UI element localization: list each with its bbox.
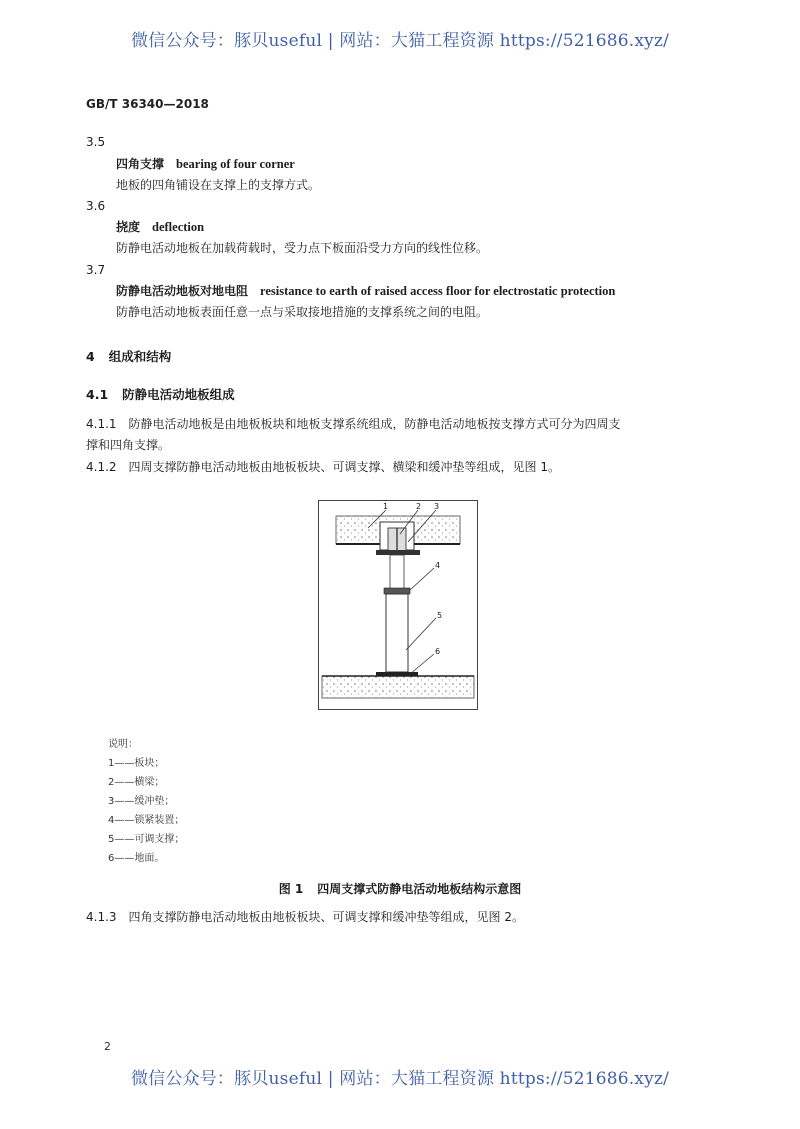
locking-nut	[384, 588, 410, 594]
figure-number: 图 1	[278, 882, 304, 896]
legend-item: 2——横梁；	[108, 777, 165, 788]
def-term-cn: 挠度	[116, 220, 141, 234]
callout-label: 3	[434, 502, 440, 511]
def-term-en: bearing of four corner	[176, 157, 295, 171]
pedestal-head	[376, 550, 420, 555]
def-term-en: deflection	[152, 220, 205, 234]
def-term-cn: 防静电活动地板对地电阻	[116, 284, 249, 298]
figure-caption	[0, 880, 800, 897]
figure-title: 四周支撑式防静电活动地板结构示意图	[317, 882, 522, 896]
def-number: 3.5	[86, 135, 106, 149]
legend-item: 5——可调支撑；	[108, 834, 185, 845]
clause-text: 四角支撑防静电活动地板由地板板块、可调支撑和缓冲垫等组成，见图 2。	[128, 910, 524, 924]
def-term-cn: 四角支撑	[116, 157, 165, 171]
def-term	[116, 156, 295, 172]
legend-title: 说明：	[108, 739, 138, 750]
paragraph-4-1-2	[86, 457, 714, 478]
paragraph-4-1-1	[86, 414, 714, 456]
legend-item: 4——锁紧装置；	[108, 815, 185, 826]
callout-label: 2	[416, 502, 422, 511]
pedestal-tube	[386, 594, 408, 672]
section-heading	[86, 347, 171, 365]
def-number: 3.6	[86, 199, 106, 213]
callout-label: 1	[383, 502, 389, 511]
paragraph-4-1-3	[86, 907, 714, 928]
def-term	[116, 283, 615, 299]
def-term	[116, 219, 204, 235]
clause-text-line2: 撑和四角支撑。	[86, 438, 171, 452]
subsection-number: 4.1	[86, 387, 109, 402]
section-number: 4	[86, 349, 95, 364]
clause-text-line1: 防静电活动地板是由地板板块和地板支撑系统组成，防静电活动地板按支撑方式可分为四周支	[128, 417, 621, 431]
legend-item: 6——地面。	[108, 853, 165, 864]
callout-label: 4	[435, 561, 441, 570]
ground	[322, 676, 474, 698]
watermark-top: 微信公众号：豚贝useful | 网站：大猫工程资源 https://521686.xyz/	[130, 31, 670, 51]
clause-text: 四周支撑防静电活动地板由地板板块、可调支撑、横梁和缓冲垫等组成，见图 1。	[128, 460, 560, 474]
standard-header: GB/T 36340—2018	[86, 97, 209, 111]
page-number: 2	[104, 1040, 111, 1053]
def-number: 3.7	[86, 263, 106, 277]
def-text: 防静电活动地板在加载荷载时，受力点下板面沿受力方向的线性位移。	[116, 241, 489, 255]
legend-item: 1——板块；	[108, 758, 165, 769]
subsection-heading	[86, 385, 235, 403]
callout-label: 6	[435, 647, 441, 656]
section-title: 组成和结构	[108, 349, 172, 364]
def-text: 地板的四角铺设在支撑上的支撑方式。	[116, 178, 321, 192]
def-text: 防静电活动地板表面任意一点与采取接地措施的支撑系统之间的电阻。	[116, 305, 489, 319]
clause-number: 4.1.3	[86, 910, 117, 924]
threaded-rod	[390, 555, 404, 591]
watermark-bottom: 微信公众号：豚贝useful | 网站：大猫工程资源 https://521686.xyz/	[130, 1069, 670, 1089]
def-term-en: resistance to earth of raised access floor for electrostatic protection	[260, 284, 616, 298]
clause-number: 4.1.2	[86, 460, 117, 474]
callout-label: 5	[437, 611, 443, 620]
subsection-title: 防静电活动地板组成	[122, 387, 235, 402]
legend-item: 3——缓冲垫；	[108, 796, 175, 807]
floor-structure-figure	[318, 500, 478, 710]
clause-number: 4.1.1	[86, 417, 117, 431]
